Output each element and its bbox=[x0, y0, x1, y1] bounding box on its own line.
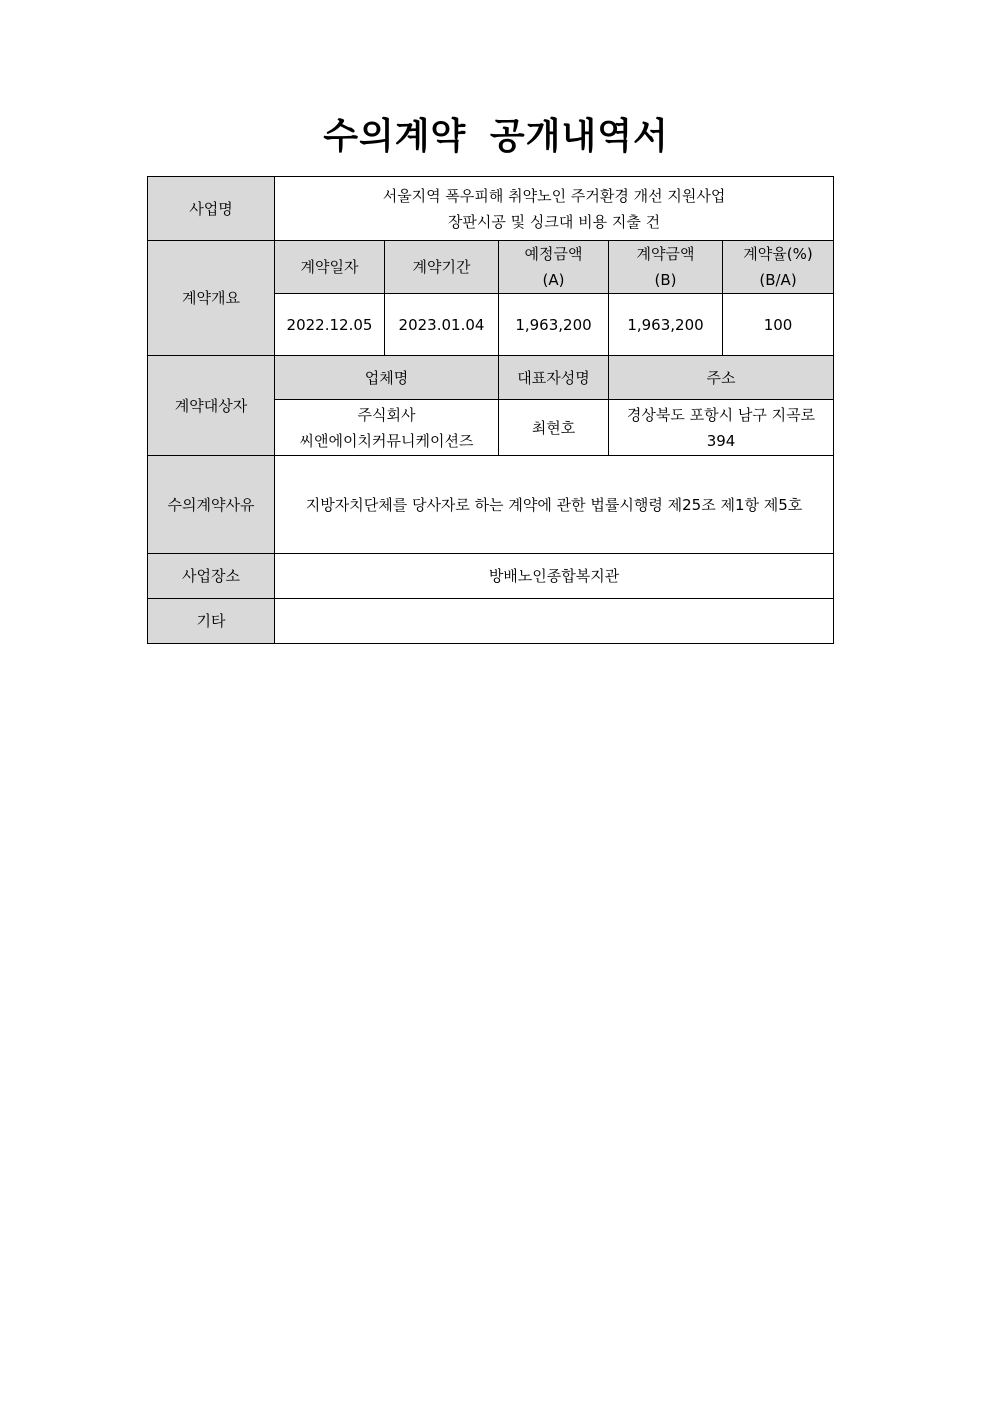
contract-period-header: 계약기간 bbox=[385, 241, 499, 294]
counterparty-header-row bbox=[148, 356, 834, 400]
company-value-line2: 씨앤에이치커뮤니케이션즈 bbox=[299, 431, 474, 450]
contract-disclosure-table bbox=[147, 176, 834, 644]
contract-period-value: 2023.01.04 bbox=[385, 294, 499, 356]
other-label: 기타 bbox=[148, 599, 275, 644]
contract-date-header: 계약일자 bbox=[275, 241, 385, 294]
overview-header-row bbox=[148, 241, 834, 294]
counterparty-label: 계약대상자 bbox=[148, 356, 275, 456]
other-value bbox=[275, 599, 834, 644]
project-name-line1: 서울지역 폭우피해 취약노인 주거환경 개선 지원사업 bbox=[382, 186, 726, 205]
location-row bbox=[148, 554, 834, 599]
company-header: 업체명 bbox=[275, 356, 499, 400]
contract-amount-value: 1,963,200 bbox=[609, 294, 723, 356]
estimated-amount-header-line2: (A) bbox=[542, 271, 565, 289]
reason-value: 지방자치단체를 당사자로 하는 계약에 관한 법률시행령 제25조 제1항 제5호 bbox=[275, 456, 834, 554]
estimated-amount-value: 1,963,200 bbox=[499, 294, 609, 356]
other-row bbox=[148, 599, 834, 644]
contract-amount-header-line1: 계약금액 bbox=[636, 245, 695, 263]
contract-rate-value: 100 bbox=[723, 294, 834, 356]
reason-label: 수의계약사유 bbox=[148, 456, 275, 554]
company-value-line1: 주식회사 bbox=[357, 405, 416, 424]
overview-label: 계약개요 bbox=[148, 241, 275, 356]
address-value: 경상북도 포항시 남구 지곡로 394 bbox=[609, 400, 834, 456]
address-header: 주소 bbox=[609, 356, 834, 400]
representative-value: 최현호 bbox=[499, 400, 609, 456]
project-name-line2: 장판시공 및 싱크대 비용 지출 건 bbox=[447, 212, 661, 231]
location-label: 사업장소 bbox=[148, 554, 275, 599]
project-label: 사업명 bbox=[148, 177, 275, 241]
reason-row bbox=[148, 456, 834, 554]
contract-amount-header-line2: (B) bbox=[654, 271, 677, 289]
representative-header: 대표자성명 bbox=[499, 356, 609, 400]
document-title: 수의계약 공개내역서 bbox=[323, 116, 669, 157]
contract-rate-header bbox=[723, 241, 834, 294]
project-name-cell bbox=[275, 177, 834, 241]
contract-rate-header-line1: 계약율(%) bbox=[743, 245, 813, 263]
location-value: 방배노인종합복지관 bbox=[275, 554, 834, 599]
estimated-amount-header-line1: 예정금액 bbox=[524, 245, 583, 263]
company-value bbox=[275, 400, 499, 456]
estimated-amount-header bbox=[499, 241, 609, 294]
contract-amount-header bbox=[609, 241, 723, 294]
project-row bbox=[148, 177, 834, 241]
contract-rate-header-line2: (B/A) bbox=[759, 271, 797, 289]
contract-date-value: 2022.12.05 bbox=[275, 294, 385, 356]
